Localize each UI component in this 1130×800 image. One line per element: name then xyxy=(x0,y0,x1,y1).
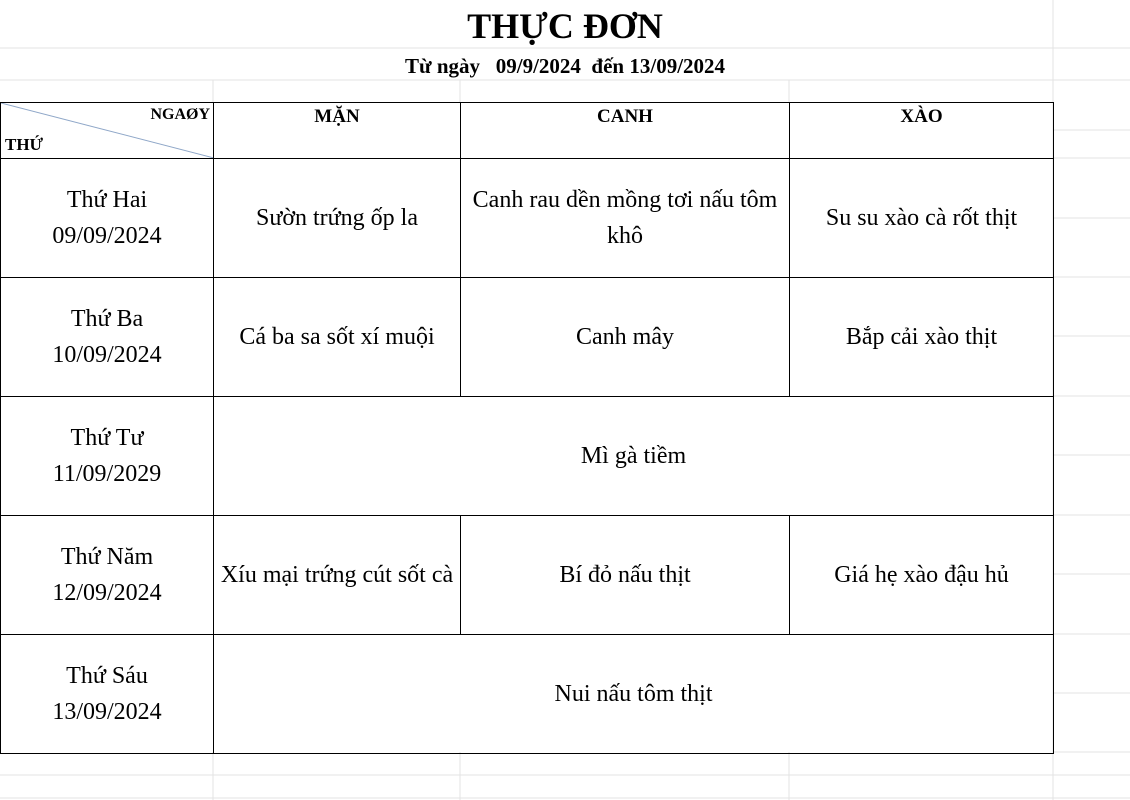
day-cell[interactable] xyxy=(1,516,214,635)
menu-table xyxy=(0,102,1054,754)
header-day-label: THỨ xyxy=(5,135,44,154)
date-range: Từ ngày 09/9/2024 đến 13/09/2024 xyxy=(404,54,726,78)
table-row xyxy=(1,159,1054,278)
table-row xyxy=(1,516,1054,635)
table-row xyxy=(1,397,1054,516)
day-name: Thứ Năm xyxy=(60,544,154,570)
day-name: Thứ Sáu xyxy=(66,663,148,689)
man-cell[interactable]: Sườn trứng ốp la xyxy=(214,159,461,278)
table-row xyxy=(1,635,1054,754)
header-date-label: NGAØY xyxy=(150,106,210,123)
day-date: 13/09/2024 xyxy=(52,699,162,725)
day-date: 12/09/2024 xyxy=(52,580,162,606)
day-cell[interactable] xyxy=(1,278,214,397)
page-title: THỰC ĐƠN xyxy=(467,6,663,46)
day-cell[interactable] xyxy=(1,635,214,754)
table-row xyxy=(1,278,1054,397)
canh-cell[interactable]: Bí đỏ nấu thịt xyxy=(461,516,790,635)
merged-meal-cell[interactable]: Mì gà tiềm xyxy=(214,397,1054,516)
merged-meal-cell[interactable]: Nui nấu tôm thịt xyxy=(214,635,1054,754)
day-name: Thứ Ba xyxy=(70,306,144,332)
day-name: Thứ Tư xyxy=(70,425,144,451)
xao-cell[interactable]: Bắp cải xào thịt xyxy=(790,278,1054,397)
day-name: Thứ Hai xyxy=(66,187,148,213)
canh-cell[interactable]: Canh rau dền mồng tơi nấu tôm khô xyxy=(461,159,790,278)
day-date: 11/09/2029 xyxy=(52,461,162,487)
canh-cell[interactable]: Canh mây xyxy=(461,278,790,397)
header-xao[interactable]: XÀO xyxy=(790,103,1054,159)
day-cell[interactable] xyxy=(1,397,214,516)
xao-cell[interactable]: Giá hẹ xào đậu hủ xyxy=(790,516,1054,635)
header-man[interactable]: MẶN xyxy=(214,103,461,159)
day-date: 10/09/2024 xyxy=(52,342,162,368)
man-cell[interactable]: Xíu mại trứng cút sốt cà xyxy=(214,516,461,635)
day-cell[interactable] xyxy=(1,159,214,278)
header-canh[interactable]: CANH xyxy=(461,103,790,159)
man-cell[interactable]: Cá ba sa sốt xí muội xyxy=(214,278,461,397)
header-row xyxy=(1,103,1054,159)
day-date: 09/09/2024 xyxy=(52,223,162,249)
header-corner-cell[interactable] xyxy=(1,103,214,159)
xao-cell[interactable]: Su su xào cà rốt thịt xyxy=(790,159,1054,278)
